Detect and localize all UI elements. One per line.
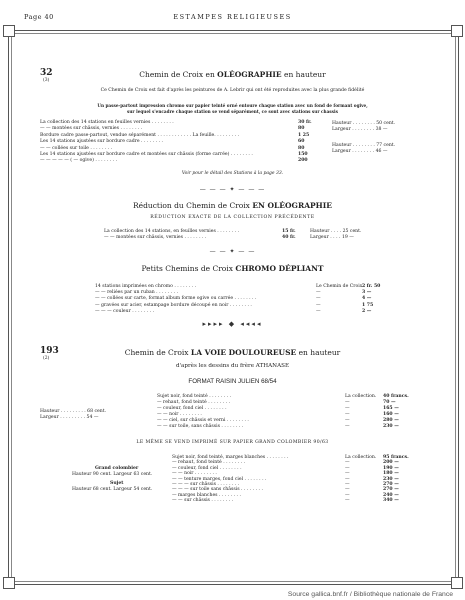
item-subnumber: (3) xyxy=(43,78,50,83)
list-item-unit: — xyxy=(345,460,350,466)
list-item-unit: — xyxy=(316,308,321,314)
list-item-label: — — tenture marges, fond ciel . . . . . . . . xyxy=(172,476,267,482)
list-item-label: — — reliées par un ruban . . . . . . . . xyxy=(95,290,179,296)
dimensions: Hauteur . . . . . . . . 50 cent. xyxy=(332,121,396,126)
list-item-unit: — xyxy=(345,424,350,429)
list-item-unit: — xyxy=(345,487,350,493)
list-item-price: 200 — xyxy=(383,460,399,466)
dimensions: Hauteur . . . . 25 cent. xyxy=(310,229,362,234)
list-item-label: — — — couleur . . . . . . . . xyxy=(95,308,155,314)
item-number: 193 xyxy=(40,346,59,356)
list-item-label: Les 14 stations ajustées sur bordure cadre et montées sur châssis (forme carrée) . . . . . . . . xyxy=(40,152,253,157)
list-item-label: La collection des 14 stations en feuilles vernies . . . . . . . . xyxy=(40,120,174,125)
dimensions: Hauteur 90 cent. Largeur 63 cent. xyxy=(72,472,153,477)
list-item-label: — rehaut, fond teinté . . . . . . . . xyxy=(157,400,231,405)
section-intro: Ce Chemin de Croix est fait d'après les peintures de A. Lebrir qui ont été reproduites avec la plus grande fidélité xyxy=(100,88,365,93)
list-item-price: 80 xyxy=(298,126,305,132)
list-item-price: 60 xyxy=(298,139,305,145)
list-item-price: 240 — xyxy=(383,492,399,498)
list-item-label: Bordure cadre passe-partout, vendue séparément . . . . . . . . . . . . La feuille. . . . . . . . . xyxy=(40,132,240,138)
list-item-unit: — xyxy=(316,290,321,296)
source-footer: Source gallica.bnf.fr / Bibliothèque nationale de France xyxy=(287,591,453,598)
corner-ornament xyxy=(451,577,463,589)
dimensions: Hauteur 68 cent. Largeur 54 cent. xyxy=(72,487,153,492)
list-item-price: 230 — xyxy=(383,424,399,429)
list-item-price: 70 — xyxy=(383,400,396,405)
list-item-price: 160 — xyxy=(383,412,399,417)
dimensions: Hauteur . . . . . . . . 77 cent. xyxy=(332,143,396,148)
list-item-unit: — xyxy=(345,400,350,405)
list-item-unit: — xyxy=(345,498,350,504)
list-item-unit: — xyxy=(345,471,350,477)
dimensions: Grand colombier xyxy=(95,466,139,471)
list-item-label: — — montées sur châssis, vernies . . . . . . . . xyxy=(104,235,207,240)
section-title: Réduction du Chemin de Croix EN OLÉOGRAPHIE xyxy=(133,201,332,210)
list-item-label: Les 14 stations ajustées sur bordure cadre . . . . . . . . xyxy=(40,139,163,145)
list-item-price: 2 — xyxy=(362,308,372,314)
list-item-label: — marges blanches . . . . . . . . xyxy=(172,492,241,498)
list-item-label: — couleur, fond ciel . . . . . . . . xyxy=(172,465,242,471)
list-item-price: 200 xyxy=(298,158,308,164)
list-item-label: — — collées sur toile . . . . . . . . xyxy=(40,145,113,151)
list-item-unit: La collection. xyxy=(345,455,377,460)
dimensions: Largeur . . . . 19 — xyxy=(310,235,354,240)
list-item-price: 180 — xyxy=(383,471,399,477)
list-item-label: — — montées sur châssis, vernies . . . . . . . . xyxy=(40,126,143,132)
list-item-label: — — ciel, sur châssis et verni . . . . . . . . xyxy=(157,418,249,423)
list-item-unit: La collection. xyxy=(345,394,377,399)
list-item-price: 4 — xyxy=(362,296,372,302)
list-item-price: 280 — xyxy=(383,418,399,423)
dimensions: Largeur . . . . . . . . 38 — xyxy=(332,127,388,132)
list-item-unit: — xyxy=(345,412,350,417)
list-item-unit: — xyxy=(345,418,350,423)
list-item-label: Sujet noir, fond teinté . . . . . . . . xyxy=(157,394,232,399)
list-item-label: Sujet noir, fond teinté, marges blanches . . . . . . . . xyxy=(172,455,289,460)
list-item-price: 15 fr. xyxy=(282,229,296,234)
corner-ornament xyxy=(3,577,15,589)
list-item-price: 95 francs. xyxy=(383,455,409,460)
list-item-label: — — sur toile, sans châssis . . . . . . . . xyxy=(157,424,244,429)
list-item-label: — — — — — ( — ogive) . . . . . . . . xyxy=(40,158,118,164)
section-author: d'après les dessins du frère ATHANASE xyxy=(175,363,290,369)
page-header xyxy=(0,13,465,27)
list-item-label: — rehaut, fond teinté . . . . . . . . xyxy=(172,460,246,466)
list-item-label: 14 stations imprimées en chromo . . . . . . . . xyxy=(95,284,197,289)
section-title: Chemin de Croix en OLÉOGRAPHIE en hauteur xyxy=(139,70,326,79)
item-subnumber: (2) xyxy=(43,356,50,361)
section-subtitle: LE MÊME SE VEND IMPRIMÉ SUR PAPIER GRAND COLOMBIER 90/63 xyxy=(136,440,329,445)
list-item-unit: — xyxy=(316,302,321,308)
list-item-label: — — collées sur carte, format album forme ogive ou carrée . . . . . . . . xyxy=(95,296,257,302)
item-number: 32 xyxy=(40,68,53,78)
list-item-price: 1 75 xyxy=(362,302,374,308)
list-item-price: 80 xyxy=(298,145,305,151)
list-item-price: 270 — xyxy=(383,482,399,487)
section-title: Chemin de Croix LA VOIE DOULOUREUSE en hauteur xyxy=(124,348,341,357)
ornament-divider: — — — ✦ — — — xyxy=(199,186,266,193)
list-item-price: 2 fr. 50 xyxy=(362,284,381,289)
section-note: Un passe-partout impression chromo sur papier teinté orné entoure chaque station avec un fond de formant ogive, xyxy=(97,103,368,108)
list-item-label: — — sur châssis . . . . . . . . xyxy=(172,498,234,504)
list-item-label: — gravées sur acier, estampage bordure découpé en noir . . . . . . . . xyxy=(95,302,252,308)
section-subtitle: RÉDUCTION EXACTE DE LA COLLECTION PRÉCÉDENTE xyxy=(150,215,315,220)
page-title: ESTAMPES RELIGIEUSES xyxy=(173,13,292,21)
list-item-label: — — noir . . . . . . . . xyxy=(157,412,202,417)
list-item-label: — — — sur toile sans châssis . . . . . . . . xyxy=(172,487,263,493)
list-item-price: 40 francs. xyxy=(383,394,409,399)
list-item-label: — — noir . . . . . . . . xyxy=(172,471,217,477)
list-item-price: 30 fr. xyxy=(298,120,312,125)
list-item-unit: — xyxy=(345,482,350,487)
list-item-unit: Le Chemin de Croix xyxy=(316,284,363,289)
list-item-label: La collection des 14 stations, en feuilles vernies . . . . . . . . xyxy=(104,229,240,234)
format-heading: FORMAT RAISIN JULIEN 68/54 xyxy=(188,378,277,385)
dimensions: Largeur . . . . . . . . 46 — xyxy=(332,149,388,154)
list-item-unit: — xyxy=(345,492,350,498)
dimensions: Largeur . . . . . . . . . 54 — xyxy=(40,415,99,420)
list-item-unit: — xyxy=(316,296,321,302)
see-also-note: Voir pour le détail des Stations à la page 33. xyxy=(181,171,284,176)
list-item-price: 40 fr. xyxy=(282,235,296,240)
list-item-unit: — xyxy=(345,476,350,482)
page-number: Page 40 xyxy=(24,13,54,21)
list-item-price: 3 — xyxy=(362,290,372,296)
list-item-price: 230 — xyxy=(383,476,399,482)
list-item-price: 150 xyxy=(298,152,308,157)
ornament-divider: ▸▸▸▸ ◆ ◂◂◂◂ xyxy=(202,320,263,328)
ornament-divider: — — ✦ — — xyxy=(209,248,256,255)
list-item-price: 340 — xyxy=(383,498,399,504)
list-item-label: — — — sur châssis . . . . . . . . xyxy=(172,482,240,487)
list-item-price: 1 25 xyxy=(298,132,310,138)
list-item-price: 190 — xyxy=(383,465,399,471)
list-item-price: 270 — xyxy=(383,487,399,493)
list-item-price: 165 — xyxy=(383,406,399,411)
dimensions: Sujet xyxy=(110,481,124,486)
section-title: Petits Chemins de Croix CHROMO DÉPLIANT xyxy=(141,264,324,273)
list-item-unit: — xyxy=(345,406,350,411)
list-item-unit: — xyxy=(345,465,350,471)
list-item-label: — couleur, fond ciel . . . . . . . . xyxy=(157,406,227,411)
section-note: sur lequel s'encadre chaque station se vend séparément, ce sont avec stations sur chassis xyxy=(127,109,338,114)
dimensions: Hauteur . . . . . . . . . 68 cent. xyxy=(40,409,107,414)
